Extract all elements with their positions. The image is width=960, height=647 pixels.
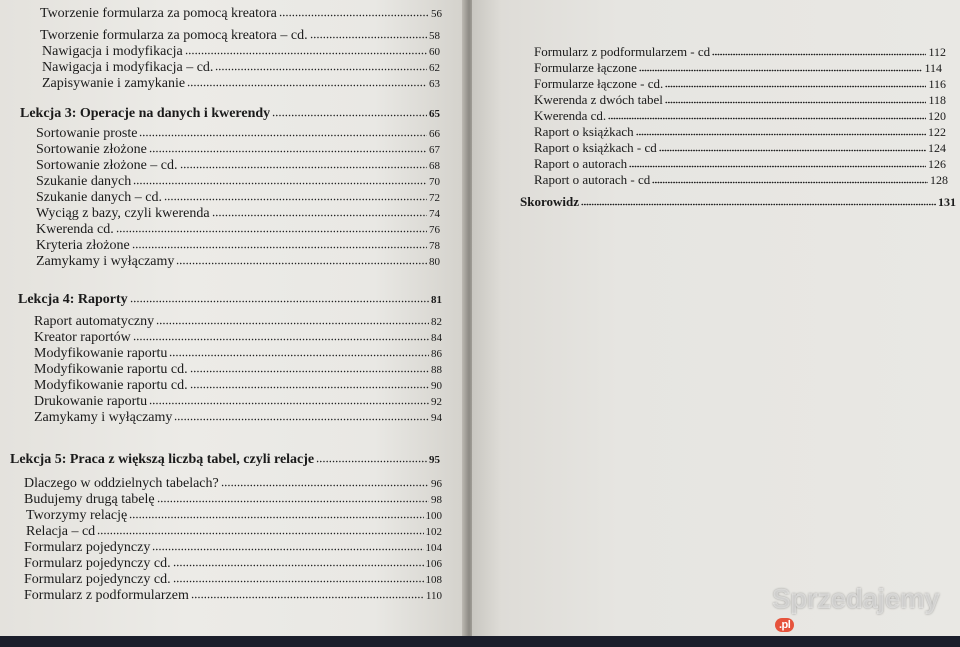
toc-entry-page-number: 76 (429, 224, 440, 236)
toc-entry-title: Formularz z podformularzem (24, 588, 189, 603)
toc-dot-leader (156, 315, 429, 325)
toc-dot-leader (130, 293, 429, 303)
toc-entry-title: Tworzenie formularza za pomocą kreatora (40, 6, 277, 21)
toc-entry (36, 190, 440, 206)
watermark-logo (772, 583, 960, 647)
toc-entry-title: Lekcja 4: Raporty (18, 292, 128, 307)
toc-entry (24, 492, 442, 508)
toc-dot-leader (116, 223, 427, 233)
toc-entry (534, 124, 946, 140)
toc-dot-leader (152, 541, 423, 551)
toc-entry (34, 378, 442, 394)
toc-dot-leader (215, 61, 427, 71)
toc-entry-title: Raport o książkach (534, 124, 634, 139)
toc-entry-page-number: 104 (425, 542, 442, 554)
toc-dot-leader (665, 94, 927, 104)
toc-entry-title: Sortowanie złożone (36, 142, 147, 157)
toc-entry (534, 172, 948, 188)
toc-entry (36, 126, 440, 142)
toc-dot-leader (185, 45, 427, 55)
toc-list-left (0, 0, 468, 636)
toc-lesson-heading (18, 292, 442, 308)
toc-lesson-heading (20, 106, 440, 122)
toc-entry-title: Lekcja 5: Praca z większą liczbą tabel, czyli relacje (10, 452, 315, 467)
toc-entry (36, 142, 440, 158)
toc-entry (36, 206, 440, 222)
toc-entry (36, 222, 440, 238)
toc-entry-page-number: 58 (429, 30, 440, 42)
toc-entry-page-number: 80 (429, 256, 440, 268)
toc-dot-leader (712, 46, 926, 56)
toc-entry-title: Relacja – cd (26, 524, 96, 539)
toc-dot-leader (310, 29, 427, 39)
toc-dot-leader (659, 142, 926, 152)
toc-dot-leader (176, 255, 427, 265)
toc-entry-page-number: 110 (425, 590, 442, 602)
toc-dot-leader (97, 525, 423, 535)
toc-entry-page-number: 78 (429, 240, 440, 252)
toc-dot-leader (180, 159, 427, 169)
toc-entry (36, 238, 440, 254)
toc-entry-title: Formularz pojedynczy cd. (24, 572, 171, 587)
toc-entry-page-number: 62 (429, 62, 440, 74)
toc-entry (534, 92, 946, 108)
toc-entry-title: Budujemy drugą tabelę (24, 492, 155, 507)
toc-entry-page-number: 81 (431, 294, 442, 306)
toc-entry-page-number: 65 (429, 108, 440, 120)
toc-dot-leader (129, 509, 423, 519)
toc-entry-title: Formularz pojedynczy cd. (24, 556, 171, 571)
toc-entry-title: Raport o autorach (534, 156, 628, 171)
toc-entry (24, 588, 442, 604)
toc-entry-page-number: 128 (930, 173, 948, 187)
toc-entry-title: Sortowanie złożone – cd. (36, 158, 178, 173)
toc-entry-page-number: 70 (429, 176, 440, 188)
toc-entry-page-number: 92 (431, 396, 442, 408)
toc-dot-leader (636, 126, 926, 136)
toc-dot-leader (174, 411, 429, 421)
toc-dot-leader (157, 493, 429, 503)
toc-entry (534, 140, 946, 156)
toc-entry-title: Kryteria złożone (36, 238, 130, 253)
toc-entry (36, 174, 440, 190)
right-page (472, 0, 960, 636)
toc-entry-title: Nawigacja i modyfikacja (42, 44, 183, 59)
toc-dot-leader (629, 158, 926, 168)
toc-entry-title: Nawigacja i modyfikacja – cd. (42, 60, 214, 75)
toc-entry (42, 76, 440, 92)
toc-entry (26, 508, 442, 524)
toc-entry-title: Formularze łączone (534, 60, 637, 75)
toc-dot-leader (272, 107, 427, 117)
toc-entry (534, 156, 946, 172)
toc-entry-page-number: 98 (431, 494, 442, 506)
toc-entry-title: Formularz pojedynczy (24, 540, 151, 555)
toc-entry-page-number: 60 (429, 46, 440, 58)
toc-entry-title: Kwerenda z dwóch tabel (534, 92, 663, 107)
toc-dot-leader (190, 363, 429, 373)
toc-entry-page-number: 102 (425, 526, 442, 538)
toc-dot-leader (133, 175, 427, 185)
toc-entry-title: Kwerenda cd. (534, 108, 607, 123)
toc-entry-page-number: 116 (928, 77, 946, 91)
toc-dot-leader (608, 110, 926, 120)
toc-dot-leader (133, 331, 429, 341)
watermark-text: Sprzedajemy (772, 583, 940, 614)
toc-entry (534, 108, 946, 124)
toc-entry-page-number: 56 (431, 8, 442, 20)
toc-entry-page-number: 86 (431, 348, 442, 360)
toc-entry (42, 60, 440, 76)
toc-entry-page-number: 72 (429, 192, 440, 204)
toc-entry-page-number: 108 (425, 574, 442, 586)
toc-entry (40, 6, 442, 22)
toc-entry (42, 44, 440, 60)
toc-dot-leader (187, 77, 427, 87)
toc-entry-title: Zamykamy i wyłączamy (36, 254, 175, 269)
toc-entry (26, 524, 442, 540)
toc-entry-page-number: 74 (429, 208, 440, 220)
toc-dot-leader (169, 347, 429, 357)
toc-entry-page-number: 100 (425, 510, 442, 522)
toc-lesson-heading (10, 452, 440, 468)
toc-entry-title: Modyfikowanie raportu cd. (34, 378, 188, 393)
toc-entry-title: Kwerenda cd. (36, 222, 114, 237)
toc-entry (34, 394, 442, 410)
toc-dot-leader (164, 191, 427, 201)
toc-entry-title: Tworzymy relację (26, 508, 128, 523)
toc-entry-page-number: 106 (425, 558, 442, 570)
toc-entry-title: Lekcja 3: Operacje na danych i kwerendy (20, 106, 271, 121)
toc-entry-title: Modyfikowanie raportu (34, 346, 168, 361)
toc-entry-page-number: 114 (924, 61, 942, 75)
toc-entry-title: Raport o książkach - cd (534, 140, 657, 155)
toc-dot-leader (639, 62, 923, 72)
toc-entry-title: Zapisywanie i zamykanie (42, 76, 186, 91)
toc-entry-page-number: 82 (431, 316, 442, 328)
toc-dot-leader (316, 453, 427, 463)
toc-dot-leader (139, 127, 427, 137)
toc-dot-leader (221, 477, 429, 487)
toc-entry-title: Szukanie danych – cd. (36, 190, 162, 205)
toc-dot-leader (132, 239, 427, 249)
toc-entry-title: Modyfikowanie raportu cd. (34, 362, 188, 377)
toc-dot-leader (173, 557, 424, 567)
toc-dot-leader (173, 573, 424, 583)
toc-entry-page-number: 124 (928, 141, 946, 155)
toc-entry-title: Kreator raportów (34, 330, 131, 345)
left-page (0, 0, 468, 636)
toc-entry-title: Wyciąg z bazy, czyli kwerenda (36, 206, 210, 221)
toc-dot-leader (149, 143, 427, 153)
toc-entry-page-number: 88 (431, 364, 442, 376)
toc-entry-page-number: 122 (928, 125, 946, 139)
toc-entry (24, 540, 442, 556)
toc-entry-title: Dlaczego w oddzielnych tabelach? (24, 476, 219, 491)
toc-entry (36, 158, 440, 174)
toc-entry-page-number: 68 (429, 160, 440, 172)
toc-entry (534, 76, 946, 92)
toc-lesson-heading (520, 194, 956, 210)
toc-entry (24, 556, 442, 572)
toc-dot-leader (279, 7, 429, 17)
toc-entry (24, 476, 442, 492)
toc-entry-page-number: 95 (429, 454, 440, 466)
toc-dot-leader (191, 589, 424, 599)
toc-entry-title: Formularz z podformularzem - cd (534, 44, 711, 59)
toc-entry-title: Raport automatyczny (34, 314, 155, 329)
toc-entry (34, 330, 442, 346)
toc-dot-leader (652, 174, 928, 184)
toc-entry-title: Skorowidz (520, 194, 579, 209)
toc-entry (36, 254, 440, 270)
toc-entry-page-number: 112 (928, 45, 946, 59)
toc-entry-page-number: 94 (431, 412, 442, 424)
toc-entry-title: Sortowanie proste (36, 126, 138, 141)
toc-entry-page-number: 67 (429, 144, 440, 156)
toc-entry (24, 572, 442, 588)
toc-entry-page-number: 118 (928, 93, 946, 107)
toc-entry (534, 44, 946, 60)
toc-entry-page-number: 90 (431, 380, 442, 392)
toc-entry-page-number: 120 (928, 109, 946, 123)
toc-list-right (472, 0, 960, 636)
toc-entry-page-number: 126 (928, 157, 946, 171)
toc-entry (34, 410, 442, 426)
toc-dot-leader (190, 379, 429, 389)
watermark-tld-badge: .pl (775, 618, 794, 632)
toc-entry-title: Zamykamy i wyłączamy (34, 410, 173, 425)
toc-entry-page-number: 66 (429, 128, 440, 140)
toc-entry-title: Tworzenie formularza za pomocą kreatora – cd. (40, 28, 308, 43)
toc-dot-leader (149, 395, 429, 405)
toc-entry-title: Formularze łączone - cd. (534, 76, 664, 91)
toc-entry (34, 346, 442, 362)
toc-entry-title: Szukanie danych (36, 174, 132, 189)
toc-entry (40, 28, 440, 44)
toc-dot-leader (212, 207, 427, 217)
toc-entry (534, 60, 942, 76)
toc-entry-page-number: 63 (429, 78, 440, 90)
toc-entry-page-number: 131 (938, 195, 956, 209)
toc-entry (34, 314, 442, 330)
toc-dot-leader (581, 196, 936, 206)
toc-entry-title: Raport o autorach - cd (534, 172, 651, 187)
toc-entry-page-number: 96 (431, 478, 442, 490)
toc-entry-title: Drukowanie raportu (34, 394, 148, 409)
toc-entry (34, 362, 442, 378)
toc-dot-leader (665, 78, 926, 88)
toc-entry-page-number: 84 (431, 332, 442, 344)
